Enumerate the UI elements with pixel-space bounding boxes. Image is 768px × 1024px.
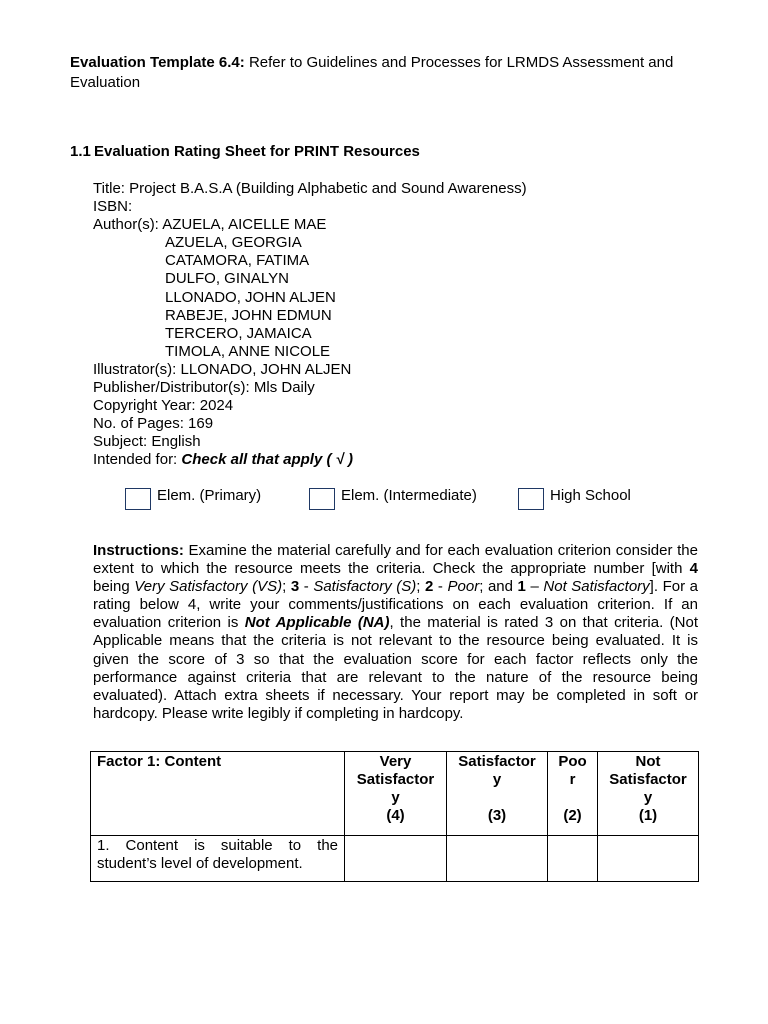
info-intended bbox=[93, 451, 713, 469]
col-score: (2) bbox=[563, 807, 582, 824]
rating-vs: Very Satisfactory (VS) bbox=[134, 578, 283, 596]
checkbox-box[interactable] bbox=[309, 488, 335, 510]
rating-1: 1 bbox=[517, 578, 526, 596]
section-number: 1.1 bbox=[70, 143, 91, 160]
intended-note: Check all that apply ( √ ) bbox=[181, 451, 354, 469]
instructions-text: Examine the material carefully and for each evaluation criterion consider the extent to which the resource meets the criteria. Check the appropriate number [with bbox=[93, 542, 698, 578]
rating-4: 4 bbox=[689, 560, 698, 578]
col-label: r bbox=[569, 771, 576, 788]
instructions-text: ; bbox=[282, 578, 291, 596]
template-text: Refer to Guidelines and Processes for LRMDS Assessment and Evaluation bbox=[70, 54, 674, 91]
rating-table bbox=[90, 751, 699, 882]
instructions-text: being bbox=[93, 578, 135, 596]
checkbox-box[interactable] bbox=[125, 488, 151, 510]
col-spacer bbox=[450, 789, 544, 807]
author-name: DULFO, GINALYN bbox=[165, 270, 289, 288]
section-title-text: Evaluation Rating Sheet for PRINT Resources bbox=[94, 143, 420, 160]
criterion-cell: 1. Content is suitable to the student’s level of development. bbox=[91, 836, 345, 882]
checkbox-box[interactable] bbox=[518, 488, 544, 510]
col-score: (1) bbox=[638, 807, 658, 824]
checkbox-label: High School bbox=[550, 487, 631, 504]
checkbox-elem-intermediate[interactable] bbox=[309, 487, 477, 510]
factor-header: Factor 1: Content bbox=[91, 752, 345, 836]
rating-cell-1[interactable] bbox=[598, 836, 699, 882]
rating-s: Satisfactory (S) bbox=[313, 578, 417, 596]
col-spacer bbox=[551, 789, 594, 807]
info-subject: Subject: English bbox=[93, 433, 201, 451]
col-label: y bbox=[643, 789, 653, 806]
rating-na: Not Applicable (NA) bbox=[244, 614, 390, 632]
col-poor bbox=[548, 752, 598, 836]
info-publisher: Publisher/Distributor(s): Mls Daily bbox=[93, 379, 315, 397]
intended-label: Intended for: bbox=[93, 451, 182, 469]
info-copyright: Copyright Year: 2024 bbox=[93, 397, 234, 415]
author-name: AZUELA, AICELLE MAE bbox=[162, 216, 327, 234]
col-label: Very bbox=[379, 753, 412, 770]
col-score: (4) bbox=[386, 807, 405, 824]
rating-cell-2[interactable] bbox=[548, 836, 598, 882]
table-row bbox=[91, 836, 699, 882]
info-author-first bbox=[93, 216, 713, 234]
col-label: Not bbox=[635, 753, 661, 770]
author-name: CATAMORA, FATIMA bbox=[165, 252, 310, 270]
intended-checkboxes bbox=[125, 487, 725, 513]
table-header-row bbox=[91, 752, 699, 836]
rating-3: 3 bbox=[290, 578, 300, 596]
info-pages: No. of Pages: 169 bbox=[93, 415, 214, 433]
section-title bbox=[70, 143, 420, 161]
instructions-text: ]. For a rating below 4, write your comments/justifications on each evaluation criterion. If an evaluation criterion is bbox=[93, 578, 698, 632]
instructions-text: - bbox=[299, 578, 314, 596]
rating-2: 2 bbox=[425, 578, 434, 596]
col-label: Poo bbox=[558, 753, 587, 770]
author-name: TERCERO, JAMAICA bbox=[165, 324, 312, 342]
col-label: Satisfactor bbox=[458, 753, 536, 770]
info-title: Title: Project B.A.S.A (Building Alphabetic and Sound Awareness) bbox=[93, 180, 527, 197]
instructions-text: ; and bbox=[479, 578, 518, 596]
authors-label: Author(s): bbox=[93, 216, 163, 234]
col-very-satisfactory bbox=[345, 752, 447, 836]
rating-poor: Poor bbox=[447, 578, 480, 596]
instructions-text: – bbox=[525, 578, 544, 596]
resource-info bbox=[93, 180, 713, 470]
instructions-paragraph bbox=[93, 542, 698, 723]
col-score: (3) bbox=[487, 807, 507, 824]
author-name: RABEJE, JOHN EDMUN bbox=[165, 306, 332, 324]
instructions-text: - bbox=[433, 578, 448, 596]
template-header bbox=[70, 53, 700, 93]
checkbox-label: Elem. (Intermediate) bbox=[341, 487, 477, 504]
col-label: Satisfactor bbox=[356, 771, 435, 788]
author-name: AZUELA, GEORGIA bbox=[165, 234, 302, 252]
instructions-text: , the material is rated 3 on that criteria. (Not Applicable means that the criteria is not relevant to the resource being evaluated. It is given the score of 3 so that the evaluation score for each factor reflects only the performance against criteria that are relevant to the nature of the resource being evaluated). Attach extra sheets if necessary. Your report may be completed in soft or hardcopy. Please write legibly if completing in hardcopy. bbox=[93, 614, 698, 722]
template-label: Evaluation Template 6.4: bbox=[70, 54, 245, 71]
rating-cell-3[interactable] bbox=[447, 836, 548, 882]
checkbox-label: Elem. (Primary) bbox=[157, 487, 262, 504]
col-satisfactory bbox=[447, 752, 548, 836]
author-name: LLONADO, JOHN ALJEN bbox=[165, 288, 336, 306]
info-illustrator: Illustrator(s): LLONADO, JOHN ALJEN bbox=[93, 360, 352, 378]
rating-ns: Not Satisfactory bbox=[543, 578, 650, 596]
rating-cell-4[interactable] bbox=[345, 836, 447, 882]
checkbox-elem-primary[interactable] bbox=[125, 487, 261, 510]
instructions-label: Instructions: bbox=[93, 542, 184, 559]
col-label: y bbox=[391, 789, 400, 806]
info-isbn: ISBN: bbox=[93, 198, 133, 216]
author-name: TIMOLA, ANNE NICOLE bbox=[165, 342, 331, 360]
col-label: y bbox=[492, 771, 502, 788]
instructions-text: ; bbox=[416, 578, 426, 596]
col-not-satisfactory bbox=[598, 752, 699, 836]
checkbox-high-school[interactable] bbox=[518, 487, 631, 510]
col-label: Satisfactor bbox=[609, 771, 687, 788]
